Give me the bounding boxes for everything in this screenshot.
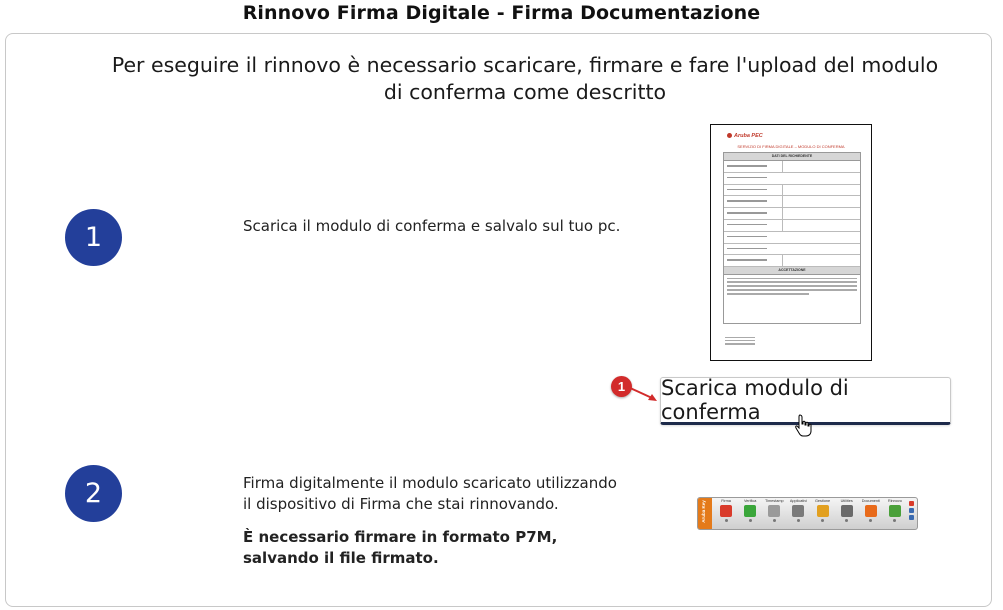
step-2-note: È necessario firmare in formato P7M, salvando il file firmato.	[243, 528, 558, 567]
step-2-instruction: Firma digitalmente il modulo scaricato utilizzando il dispositivo di Firma che stai rinnovando.	[243, 474, 617, 513]
arrow-icon	[626, 383, 660, 405]
toolbar-item	[811, 499, 835, 522]
toolbar-item	[738, 499, 762, 522]
document-section-header: DATI DEL RICHIEDENTE	[724, 153, 860, 161]
toolbar-item-label: Gestione	[814, 499, 831, 503]
folder-icon	[817, 505, 829, 517]
page-title: Rinnovo Firma Digitale - Firma Documentazione	[242, 2, 761, 24]
aruba-logo: Aruba PEC	[727, 133, 763, 139]
download-form-button[interactable]: Scarica modulo di conferma	[660, 377, 951, 425]
sign-icon	[720, 505, 732, 517]
tools-icon	[841, 505, 853, 517]
step-1-number: 1	[65, 209, 122, 266]
step-badge: 1	[611, 376, 632, 397]
toolbar-item-label: Documenti	[861, 499, 880, 503]
hand-cursor-icon	[794, 414, 812, 438]
document-section-header: ACCETTAZIONE	[724, 267, 860, 275]
toolbar-item	[762, 499, 786, 522]
toolbar-item	[786, 499, 810, 522]
toolbar-item	[714, 499, 738, 522]
toolbar-window-controls	[909, 501, 915, 522]
document-preview	[710, 124, 872, 361]
docs-icon	[865, 505, 877, 517]
toolbar-item-label: Utilities	[840, 499, 853, 503]
intro-text: Per eseguire il rinnovo è necessario scaricare, firmare e fare l'upload del modulo di conferma come descritto	[111, 53, 939, 104]
toolbar-item-label: Applicativi	[789, 499, 807, 503]
toolbar-item	[883, 499, 907, 522]
toolbar-item	[835, 499, 859, 522]
document-footer	[725, 337, 857, 351]
toolbar-brand: Aruba Key	[698, 498, 712, 529]
clock-icon	[768, 505, 780, 517]
step-1-text	[243, 216, 620, 237]
toolbar-items	[714, 499, 907, 522]
toolbar-item-label: Verifica	[743, 499, 757, 503]
step-2-number: 2	[65, 465, 122, 522]
document-form	[723, 152, 861, 324]
toolbar-item	[859, 499, 883, 522]
toolbar-item-label: Firma	[721, 499, 731, 503]
verify-icon	[744, 505, 756, 517]
toolbar-item-label: Timestamp	[764, 499, 784, 503]
toolbar-item-label: Rinnovo	[887, 499, 902, 503]
aruba-key-toolbar	[697, 497, 918, 530]
apps-icon	[792, 505, 804, 517]
renew-icon	[889, 505, 901, 517]
step-2-text	[243, 473, 623, 569]
step-1-instruction: Scarica il modulo di conferma e salvalo sul tuo pc.	[243, 217, 621, 235]
document-title: SERVIZIO DI FIRMA DIGITALE – MODULO DI CONFERMA	[737, 144, 845, 149]
